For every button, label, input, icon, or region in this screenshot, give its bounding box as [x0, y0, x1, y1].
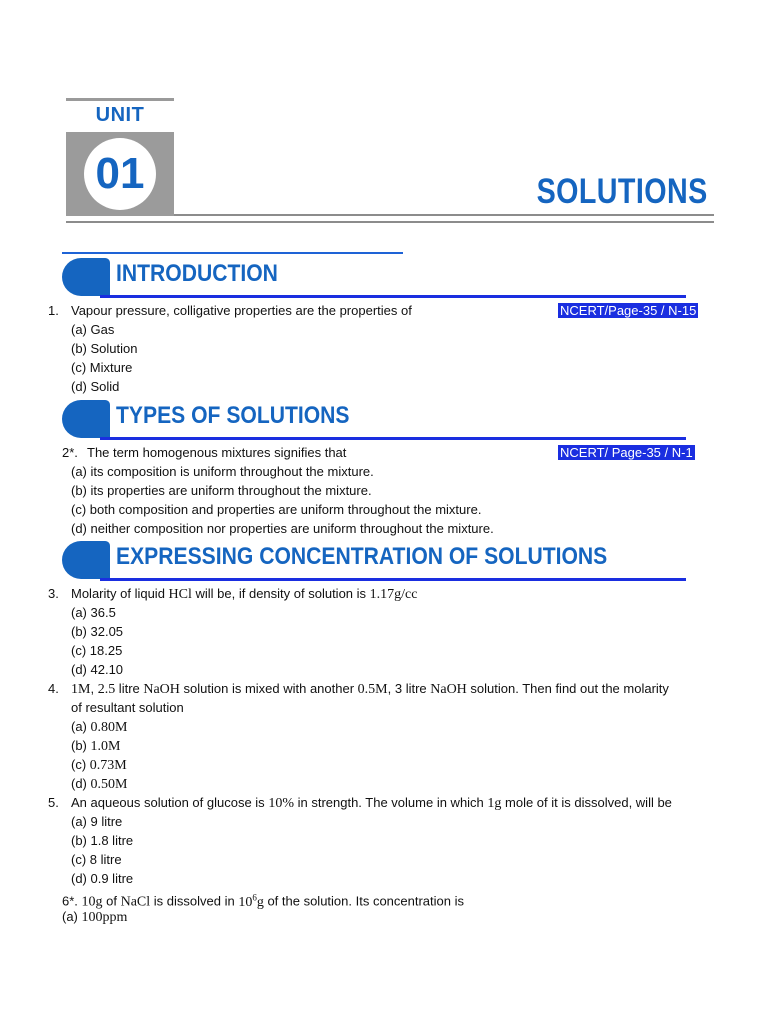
question-3-option: (a) 36.5	[71, 605, 116, 620]
option-label: (a)	[62, 909, 82, 924]
option-value: 1.0M	[90, 739, 121, 754]
q4-t3: solution is mixed with another	[179, 681, 358, 696]
question-5-option: (a) 9 litre	[71, 814, 123, 829]
section-tab-icon	[62, 541, 110, 579]
section-tab-icon	[62, 258, 110, 296]
question-1-ref-badge: NCERT/Page-35 / N-15	[560, 303, 697, 318]
q6-power	[238, 892, 264, 910]
question-6-option	[62, 907, 127, 927]
question-5-option: (b) 1.8 litre	[71, 833, 134, 848]
q4-naoh-1: NaOH	[143, 682, 180, 697]
q3-formula-hcl: HCl	[168, 587, 192, 602]
option-value: 100ppm	[81, 910, 128, 925]
q3-text-b: will be, if density of solution is	[191, 586, 370, 601]
unit-label: UNIT	[95, 104, 145, 126]
question-4-number: 4.	[48, 681, 59, 696]
q4-v1: 2.5	[97, 682, 116, 697]
question-2-option: (b) its properties are uniform throughout the mixture.	[71, 483, 372, 498]
section-underline	[100, 578, 686, 581]
question-2-option: (c) both composition and properties are uniform throughout the mixture.	[71, 502, 482, 517]
question-2-ref-badge: NCERT/ Page-35 / N-1	[560, 445, 693, 460]
question-3-option: (d) 42.10	[71, 662, 124, 677]
unit-number: 01	[95, 149, 145, 198]
q4-t4: , 3 litre	[387, 681, 431, 696]
option-value: 0.73M	[89, 758, 127, 773]
q6-t1: of	[102, 893, 121, 909]
q3-density: 1.17g/cc	[369, 587, 418, 602]
option-label: (a)	[71, 719, 91, 734]
unit-top-rule	[66, 98, 174, 101]
question-1-option: (b) Solution	[71, 341, 138, 356]
question-1-text: Vapour pressure, colligative properties are the properties of	[71, 303, 412, 318]
q4-t5: solution. Then find out the molarity	[466, 681, 669, 696]
question-4-text-line2: of resultant solution	[71, 700, 184, 715]
question-4-option	[71, 736, 120, 756]
q6-pow-exp: 6	[252, 892, 257, 902]
question-1-option: (a) Gas	[71, 322, 115, 337]
q6-g1: 10g	[81, 894, 103, 910]
question-5-option: (c) 8 litre	[71, 852, 122, 867]
question-5-option: (d) 0.9 litre	[71, 871, 134, 886]
q5-g: 1g	[487, 796, 502, 811]
question-5-number: 5.	[48, 795, 59, 810]
question-3-option: (c) 18.25	[71, 643, 123, 658]
q4-t1: ,	[90, 681, 98, 696]
chapter-title: SOLUTIONS	[536, 172, 708, 211]
q5-pct: 10%	[268, 796, 294, 811]
question-3-number: 3.	[48, 586, 59, 601]
question-1-option: (c) Mixture	[71, 360, 133, 375]
option-value: 0.50M	[90, 777, 128, 792]
question-3-text	[71, 584, 417, 604]
option-value: 0.80M	[90, 720, 128, 735]
section-tab-icon	[62, 400, 110, 438]
question-2-option: (a) its composition is uniform throughout the mixture.	[71, 464, 374, 479]
question-1-number: 1.	[48, 303, 59, 318]
q4-m1: 1M	[71, 682, 91, 697]
section-title-concentration: EXPRESSING CONCENTRATION OF SOLUTIONS	[116, 543, 608, 570]
q5-t1: An aqueous solution of glucose is	[71, 795, 269, 810]
q4-m2: 0.5M	[357, 682, 388, 697]
question-4-option	[71, 717, 127, 737]
section-underline	[100, 295, 686, 298]
question-1-option: (d) Solid	[71, 379, 120, 394]
option-label: (b)	[71, 738, 91, 753]
q3-text-a: Molarity of liquid	[71, 586, 169, 601]
q4-t2: litre	[115, 681, 144, 696]
question-2-option: (d) neither composition nor properties are uniform throughout the mixture.	[71, 521, 494, 536]
q4-naoh-2: NaOH	[430, 682, 467, 697]
section-title-introduction: INTRODUCTION	[116, 260, 278, 287]
question-5-text	[71, 793, 672, 813]
q6-pow-unit: g	[256, 894, 264, 910]
section-underline	[100, 437, 686, 440]
question-4-text	[71, 679, 669, 699]
option-label: (d)	[71, 776, 91, 791]
q5-t3: mole of it is dissolved, will be	[501, 795, 672, 810]
q6-pow-base: 10	[238, 894, 253, 910]
q6-number: 6*.	[62, 893, 78, 909]
q6-t2: is dissolved in	[150, 893, 239, 909]
option-label: (c)	[71, 757, 90, 772]
question-4-option	[71, 774, 127, 794]
header-rule-2	[66, 221, 714, 223]
header-rule-1	[174, 214, 714, 216]
q5-t2: in strength. The volume in which	[293, 795, 488, 810]
section-title-types: TYPES OF SOLUTIONS	[116, 402, 350, 429]
question-4-option	[71, 755, 127, 775]
question-2-text: The term homogenous mixtures signifies that	[87, 445, 347, 460]
q6-t3: of the solution. Its concentration is	[263, 893, 464, 909]
question-3-option: (b) 32.05	[71, 624, 124, 639]
section-top-rule	[62, 252, 403, 254]
q6-nacl: NaCl	[120, 894, 151, 910]
question-2-number: 2*.	[62, 445, 78, 460]
